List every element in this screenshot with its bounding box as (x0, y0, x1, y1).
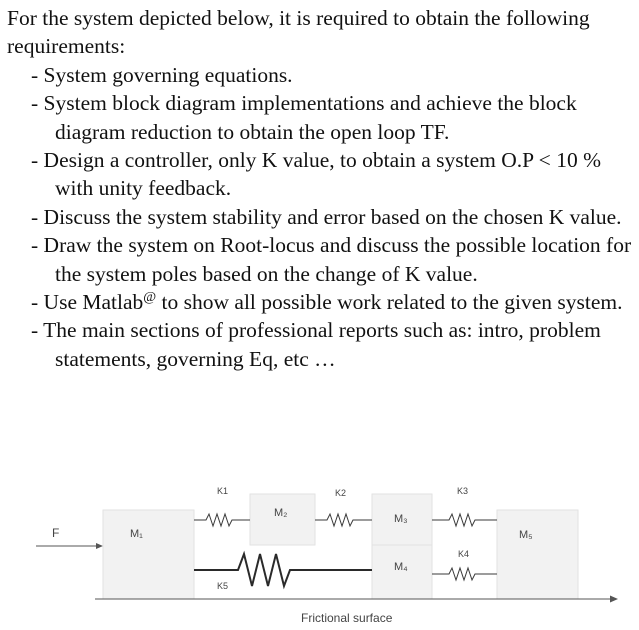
bullet: - (31, 318, 44, 343)
spring-k5-label: K5 (217, 581, 229, 591)
mass-m1-label: M₁ (130, 528, 143, 540)
problem-statement (7, 4, 635, 373)
requirement-text-end: to show all possible work related to the given system. (156, 290, 623, 315)
matlab-superscript: @ (143, 290, 157, 306)
spring-k3-label: K3 (457, 486, 469, 496)
mass-m3-label: M₃ (394, 513, 408, 525)
requirement-item (7, 288, 635, 316)
requirement-text: The main sections of professional reports such as: intro, problem statements, governing Eq, etc … (43, 318, 601, 371)
requirements-list (7, 61, 635, 373)
requirement-text: System block diagram implementations and achieve the block diagram reduction to obtain the open loop TF. (43, 91, 577, 144)
surface-arrow-head-icon (610, 596, 618, 603)
spring-k1 (194, 514, 250, 526)
requirement-text-start: Use Matlab (43, 290, 144, 315)
requirement-item (7, 146, 635, 203)
mass-m2 (250, 494, 315, 545)
bullet: - (31, 233, 44, 258)
requirement-text: Discuss the system stability and error based on the chosen K value. (43, 204, 622, 229)
spring-k1-label: K1 (217, 486, 229, 496)
mass-spring-diagram (0, 476, 639, 630)
intro-text: For the system depicted below, it is required to obtain the following requirements: (7, 6, 590, 59)
mass-m5-label: M₅ (519, 529, 533, 541)
requirement-text: System governing equations. (43, 62, 293, 87)
requirement-item (7, 89, 635, 146)
bullet: - (31, 148, 44, 173)
requirement-text: Draw the system on Root-locus and discuss the possible location for the system poles based on the change of K value. (43, 233, 632, 286)
mass-m2-label: M₂ (274, 507, 288, 519)
spring-k4 (432, 568, 497, 580)
spring-k2 (315, 514, 372, 526)
bullet: - (31, 91, 44, 116)
requirement-item (7, 231, 635, 288)
bullet: - (31, 290, 44, 315)
requirement-item (7, 203, 635, 231)
requirement-text: Design a controller, only K value, to obtain a system O.P < 10 % with unity feedback. (43, 148, 601, 201)
bullet: - (31, 204, 44, 229)
mass-m5 (497, 510, 578, 599)
bullet: - (31, 62, 44, 87)
force-arrow-head-icon (96, 543, 103, 549)
spring-k4-label: K4 (458, 549, 470, 559)
requirement-item (7, 61, 635, 89)
mass-m4-label: M₄ (394, 561, 408, 573)
force-label: F (52, 526, 60, 540)
requirement-item (7, 316, 635, 373)
spring-k3 (432, 514, 497, 526)
mass-m1 (103, 510, 194, 599)
spring-k2-label: K2 (335, 488, 347, 498)
frictional-surface-label: Frictional surface (301, 611, 393, 625)
